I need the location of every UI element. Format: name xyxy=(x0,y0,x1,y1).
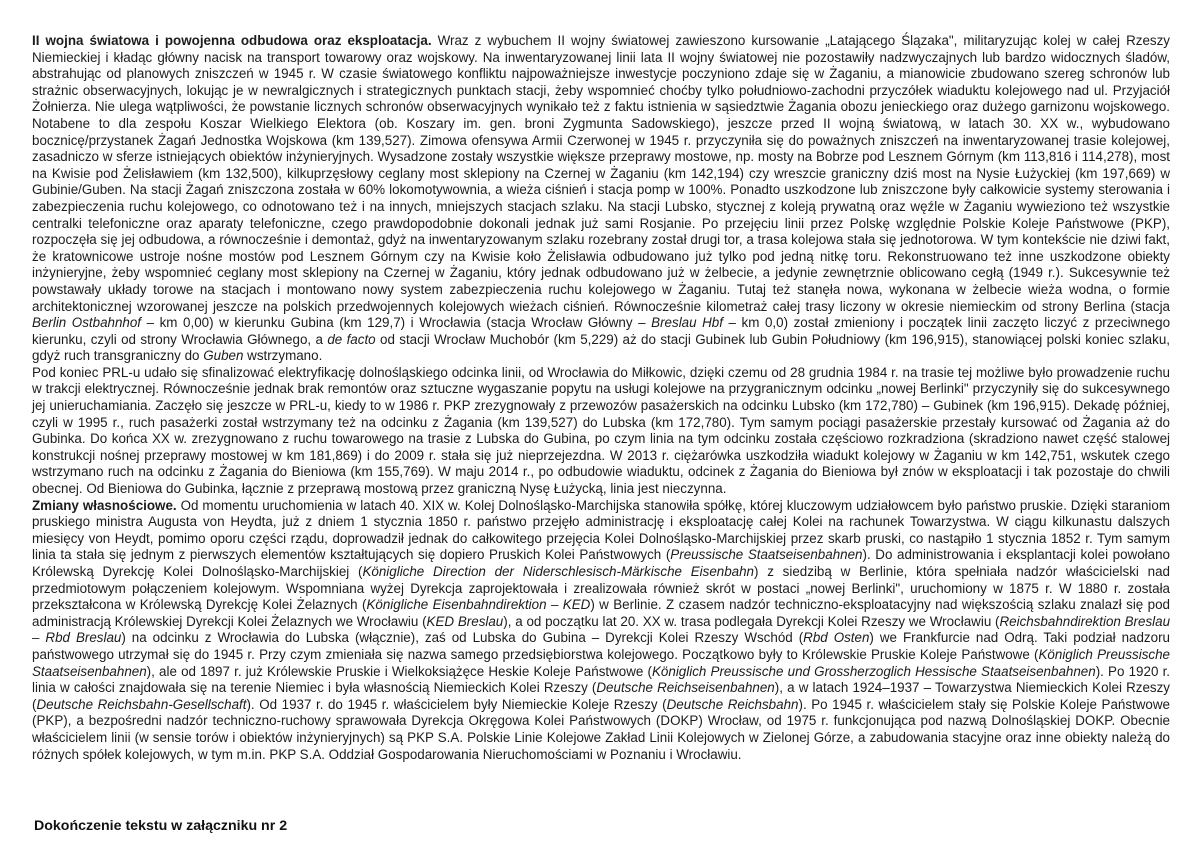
italic-term: Königliche Eisenbahndirektion – KED xyxy=(366,597,591,613)
italic-term: Königlich Preussische und Grossherzoglich Hessische Staatseisenbahnen xyxy=(652,663,1096,679)
italic-term: Deutsche Reichseisenbahnen xyxy=(596,680,775,696)
body-text xyxy=(32,33,1170,763)
text-run: Pod koniec PRL-u udało się sfinalizować elektryfikację dolnośląskiego odcinka linii, od Wrocławia do Miłkowic, dzięki czemu od 28 grudnia 1984 r. na trasie tej możliwe było prowadzenie ruchu w trakcji elektrycznej. Równocześnie jednak brak remontów oraz sztuczne wygaszanie popytu na usługi kolejowe na przygranicznym odcinku „nowej Berlinki" przyczyniły się do sukcesywnego jej unieruchamiania. Zaczęło się jeszcze w PRL-u, kiedy to w 1986 r. PKP zrezygnowały z przewozów pasażerskich na odcinku Lubsko (km 172,780) – Gubinek (km 196,915). Dekadę później, czyli w 1995 r., ruch pasażerki został wstrzymany też na odcinku z Żagania (km 139,527) do Lubska (km 172,780). Tym samym pociągi pasażerskie przestały kursować od Żagania aż do Gubinka. Do końca XX w. zrezygnowano z ruchu towarowego na trasie z Lubska do Gubina, po czym linia na tym odcinku została częściowo rozkradziona (skradziono nawet część stalowej konstrukcji nośnej przeprawy mostowej w km 181,869) i do 2009 r. stała się już nieprzejezdna. W 2013 r. ciężarówka uszkodziła wiadukt kolejowy w Żaganiu w km 142,751, wskutek czego wstrzymano ruch na odcinku z Żagania do Bieniowa (km 155,769). W maju 2014 r., po odbudowie wiaduktu, odcinek z Żagania do Bieniowa był znów w eksploatacji i tak pozostaje do chwili obecnej. Od Bieniowa do Gubinka, łącznie z przeprawą mostową przez graniczną Nysę Łużycką, linia jest nieczynna. xyxy=(32,364,1170,497)
italic-term: Reichsbahndirektion Breslau – Rbd Breslau xyxy=(32,613,1171,646)
paragraph xyxy=(32,498,1170,764)
italic-term: Berlin Ostbahnhof xyxy=(32,315,142,331)
section-heading: Zmiany własnościowe. xyxy=(32,497,177,513)
text-run: ), a w latach 1924–1937 – Towarzystwa Niemieckich Kolei Rzeszy ( xyxy=(32,680,1170,712)
text-run: ), ale od 1897 r. już Królewskie Pruskie i Wielkoksiążęce Heskie Koleje Państwowe ( xyxy=(146,663,652,679)
text-run: – km 0,0) został zmieniony i początek linii zaczęto liczyć z przeciwnego kierunku, czyli od strony Wrocławia Głównego, a xyxy=(32,315,1171,347)
italic-term: Breslau Hbf xyxy=(651,315,723,331)
italic-term: Deutsche Reichsbahn xyxy=(666,696,799,712)
text-run: Od momentu uruchomienia w latach 40. XIX w. Kolej Dolnośląsko-Marchijska stanowiła spółkę, której kluczowym udziałowcem było państwo pruskie. Dzięki staraniom pruskiego ministra Augusta von Heydta, już z dniem 1 stycznia 1850 r. państwo przejęło administrację i eksploatację całej Kolei na rachunek Towarzystwa. W ciągu kilkunastu dalszych miesięcy von Heydt, pomimo oporu części rządu, doprowadził jednak do całkowitego przejęcia Kolei Dolnośląsko-Marchijskiej przez skarb pruski, co nastąpiło 1 stycznia 1852 r. Tym samym linia ta stała się jednym z pierwszych elementów kształtujących się dopiero Pruskich Kolei Państwowych ( xyxy=(32,497,1170,563)
text-run: wstrzymano. xyxy=(243,348,323,364)
italic-term: Preussische Staatseisenbahnen xyxy=(670,547,863,563)
text-run: ) z siedzibą w Berlinie, która spełniała nadzór właścicielski nad przedmiotowym połączeniem kolejowym. Wspomniana wyżej Dyrekcja zaprojektowała i zrealizowała również skrót w postaci „nowej Berlinki", uruchomiony w 1875 r. W 1880 r. została przekształcona w Królewską Dyrekcję Kolei Żelaznych ( xyxy=(32,564,1170,613)
italic-term: Königliche Direction der Niderschlesisch-Märkische Eisenbahn xyxy=(362,564,755,579)
italic-term: Königlich Preussische Staatseisenbahnen xyxy=(32,646,1171,679)
continuation-note: Dokończenie tekstu w załączniku nr 2 xyxy=(34,818,288,834)
text-run: ). Od 1937 r. do 1945 r. właścicielem były Niemieckie Koleje Rzeszy ( xyxy=(246,696,667,712)
italic-term: KED Breslau xyxy=(426,613,504,629)
italic-term: de facto xyxy=(327,331,376,347)
section-heading: II wojna światowa i powojenna odbudowa oraz eksploatacja. xyxy=(32,33,432,48)
italic-term: Deutsche Reichsbahn-Gesellschaft xyxy=(36,696,247,712)
text-run: ) w Berlinie. Z czasem nadzór techniczno-eksploatacyjny nad większością szlaku znalazł się pod administracją Królewskiej Dyrekcji Kolei Żelaznych we Wrocławiu ( xyxy=(32,597,1170,629)
paragraph xyxy=(32,33,1170,365)
text-run: ). Po 1945 r. właścicielem stały się Polskie Koleje Państwowe (PKP), a bezpośredni nadzór techniczno-ruchowy sprawowała Dyrekcja Okręgowa Kolei Państwowych (DOKP) Wrocław, od 1975 r. funkcjonująca pod nazwą Dolnośląskiej DOKP. Obecnie właścicielem linii (w sensie torów i obiektów inżynieryjnych) są PKP S.A. Polskie Linie Kolejowe Zakład Linii Kolejowych w Zielonej Górze, a zabudowania stacyjne oraz inne obiekty należą do różnych spółek kolejowych, w tym m.in. PKP S.A. Oddział Gospodarowania Nieruchomościami w Poznaniu i Wrocławiu. xyxy=(32,696,1170,762)
text-run: od stacji Wrocław Muchobór (km 5,229) aż do stacji Gubinek lub Gubin Południowy (km 196,915), stanowiącej polski koniec szlaku, gdyż ruch transgraniczny do xyxy=(32,331,1170,364)
text-run: ) we Frankfurcie nad Odrą. Taki podział nadzoru państwowego utrzymał się do 1945 r. Przy czym zmieniała się nazwa samego przedsiębiorstwa kolejowego. Początkowo były to Królewskie Pruskie Koleje Państwowe ( xyxy=(32,630,1170,662)
paragraph xyxy=(32,365,1170,498)
text-run: Wraz z wybuchem II wojny światowej zawieszono kursowanie „Latającego Ślązaka", militaryzując kolej w całej Rzeszy Niemieckiej i kładąc główny nacisk na transport towarowy oraz wojskowy. Na inwentaryzowanej linii lata II wojny światowej nie pozostawiły nadzwyczajnych lub bardzo widocznych śladów, abstrahując od planowych zniszczeń w 1945 r. W czasie światowego konfliktu najpoważniejsze inwestycje poczyniono zdaje się w Żaganiu, a mianowicie zbudowano szereg schronów lub strażnic obserwacyjnych, lokując je w newralgicznych i strategicznych punktach stacji, żeby wspomnieć choćby tylko południowo-zachodni przyczółek wiaduktu kolejowego nad ul. Przyjaciół Żołnierza. Nie ulega wątpliwości, że powstanie licznych schronów obserwacyjnych wynikało też z faktu istnienia w sąsiedztwie Żagania obozu jenieckiego oraz dużego garnizonu wojskowego. Notabene to dla zespołu Koszar Wielkiego Elektora (ob. Koszary im. gen. broni Zygmunta Sadowskiego), jeszcze przed II wojną światową, w latach 30. XX w., wybudowano bocznicę/przystanek Żagań Jednostka Wojskowa (km 139,527). Zimowa ofensywa Armii Czerwonej w 1945 r. przyczyniła się do poważnych zniszczeń na inwentaryzowanej trasie kolejowej, zasadniczo w sferze istniejących obiektów inżynieryjnych. Wysadzone zostały wszystkie większe przeprawy mostowe, np. mosty na Bobrze pod Lesznem Górnym (km 113,816 i 114,278), most na Kwisie pod Żelisławiem (km 132,500), kilkuprzęsłowy ceglany most sklepiony na Czernej w Żaganiu (km 142,194) czy wreszcie graniczny dziś most na Nysie Łużyckiej (km 197,669) w Gubinie/Guben. Na stacji Żagań zniszczona została w 60% lokomotywownia, a wieża ciśnień i stacja pomp w 100%. Ponadto uszkodzone lub zniszczone były całkowicie systemy sterowania i zabezpieczenia ruchu kolejowego, co odnotowano też i na innych, mniejszych stacjach szlaku. Na stacji Lubsko, stycznej z koleją prywatną oraz węźle w Żaganiu wywieziono też wszystkie centralki telefoniczne oraz aparaty telefoniczne, czego prawdopodobnie dokonali jednak już sami Rosjanie. Po przejęciu linii przez Polskę względnie Polskie Koleje Państwowe (PKP), rozpoczęła się jej odbudowa, a równocześnie i demontaż, gdyż na inwentaryzowanym szlaku rozebrany został drugi tor, a trasa kolejowa stała się jednotorowa. W tym kontekście nie dziwi fakt, że kratownicowe ustroje nośne mostów pod Lesznem Górnym czy na Kwisie koło Żelisławia odbudowano już tylko pod jedną nitkę toru. Rekonstruowano też inne uszkodzone obiekty inżynieryjne, żeby wspomnieć ceglany most sklepiony na Czernej w Żaganiu, który jednak odbudowano już w żelbecie, a jedynie zewnętrznie oblicowano cegłą (1949 r.). Sukcesywnie też powstawały układy torowe na stacjach i montowano nowy system zabezpieczenia ruchu kolejowego w Żaganiu. Tutaj też stanęła nowa, wykonana w żelbecie wieża wodna, o formie architektonicznej wzorowanej jeszcze na polskich przedwojennych kolejowych wieżach ciśnień. Równocześnie kilometraż całej trasy liczony w okresie niemieckim od strony Berlina (stacja xyxy=(32,33,1170,314)
italic-term: Rbd Osten xyxy=(803,630,870,646)
text-run: ). Do administrowania i eksplantacji kolei powołano Królewską Dyrekcję Kolei Dolnośląsko-Marchijskiej ( xyxy=(32,547,1170,579)
text-run: ) na odcinku z Wrocławia do Lubska (włącznie), zaś od Lubska do Gubina – Dyrekcji Kolei Rzeszy Wschód ( xyxy=(121,630,804,646)
italic-term: Guben xyxy=(203,348,244,364)
text-run: – km 0,00) w kierunku Gubina (km 129,7) i Wrocławia (stacja Wrocław Główny – xyxy=(141,315,652,331)
text-run: ). Po 1920 r. linia w całości znajdowała się na terenie Niemiec i była własnością Niemieckich Kolei Rzeszy ( xyxy=(32,663,1171,696)
text-run: ), a od początku lat 20. XX w. trasa podlegała Dyrekcji Kolei Rzeszy we Wrocławiu ( xyxy=(503,613,1000,629)
